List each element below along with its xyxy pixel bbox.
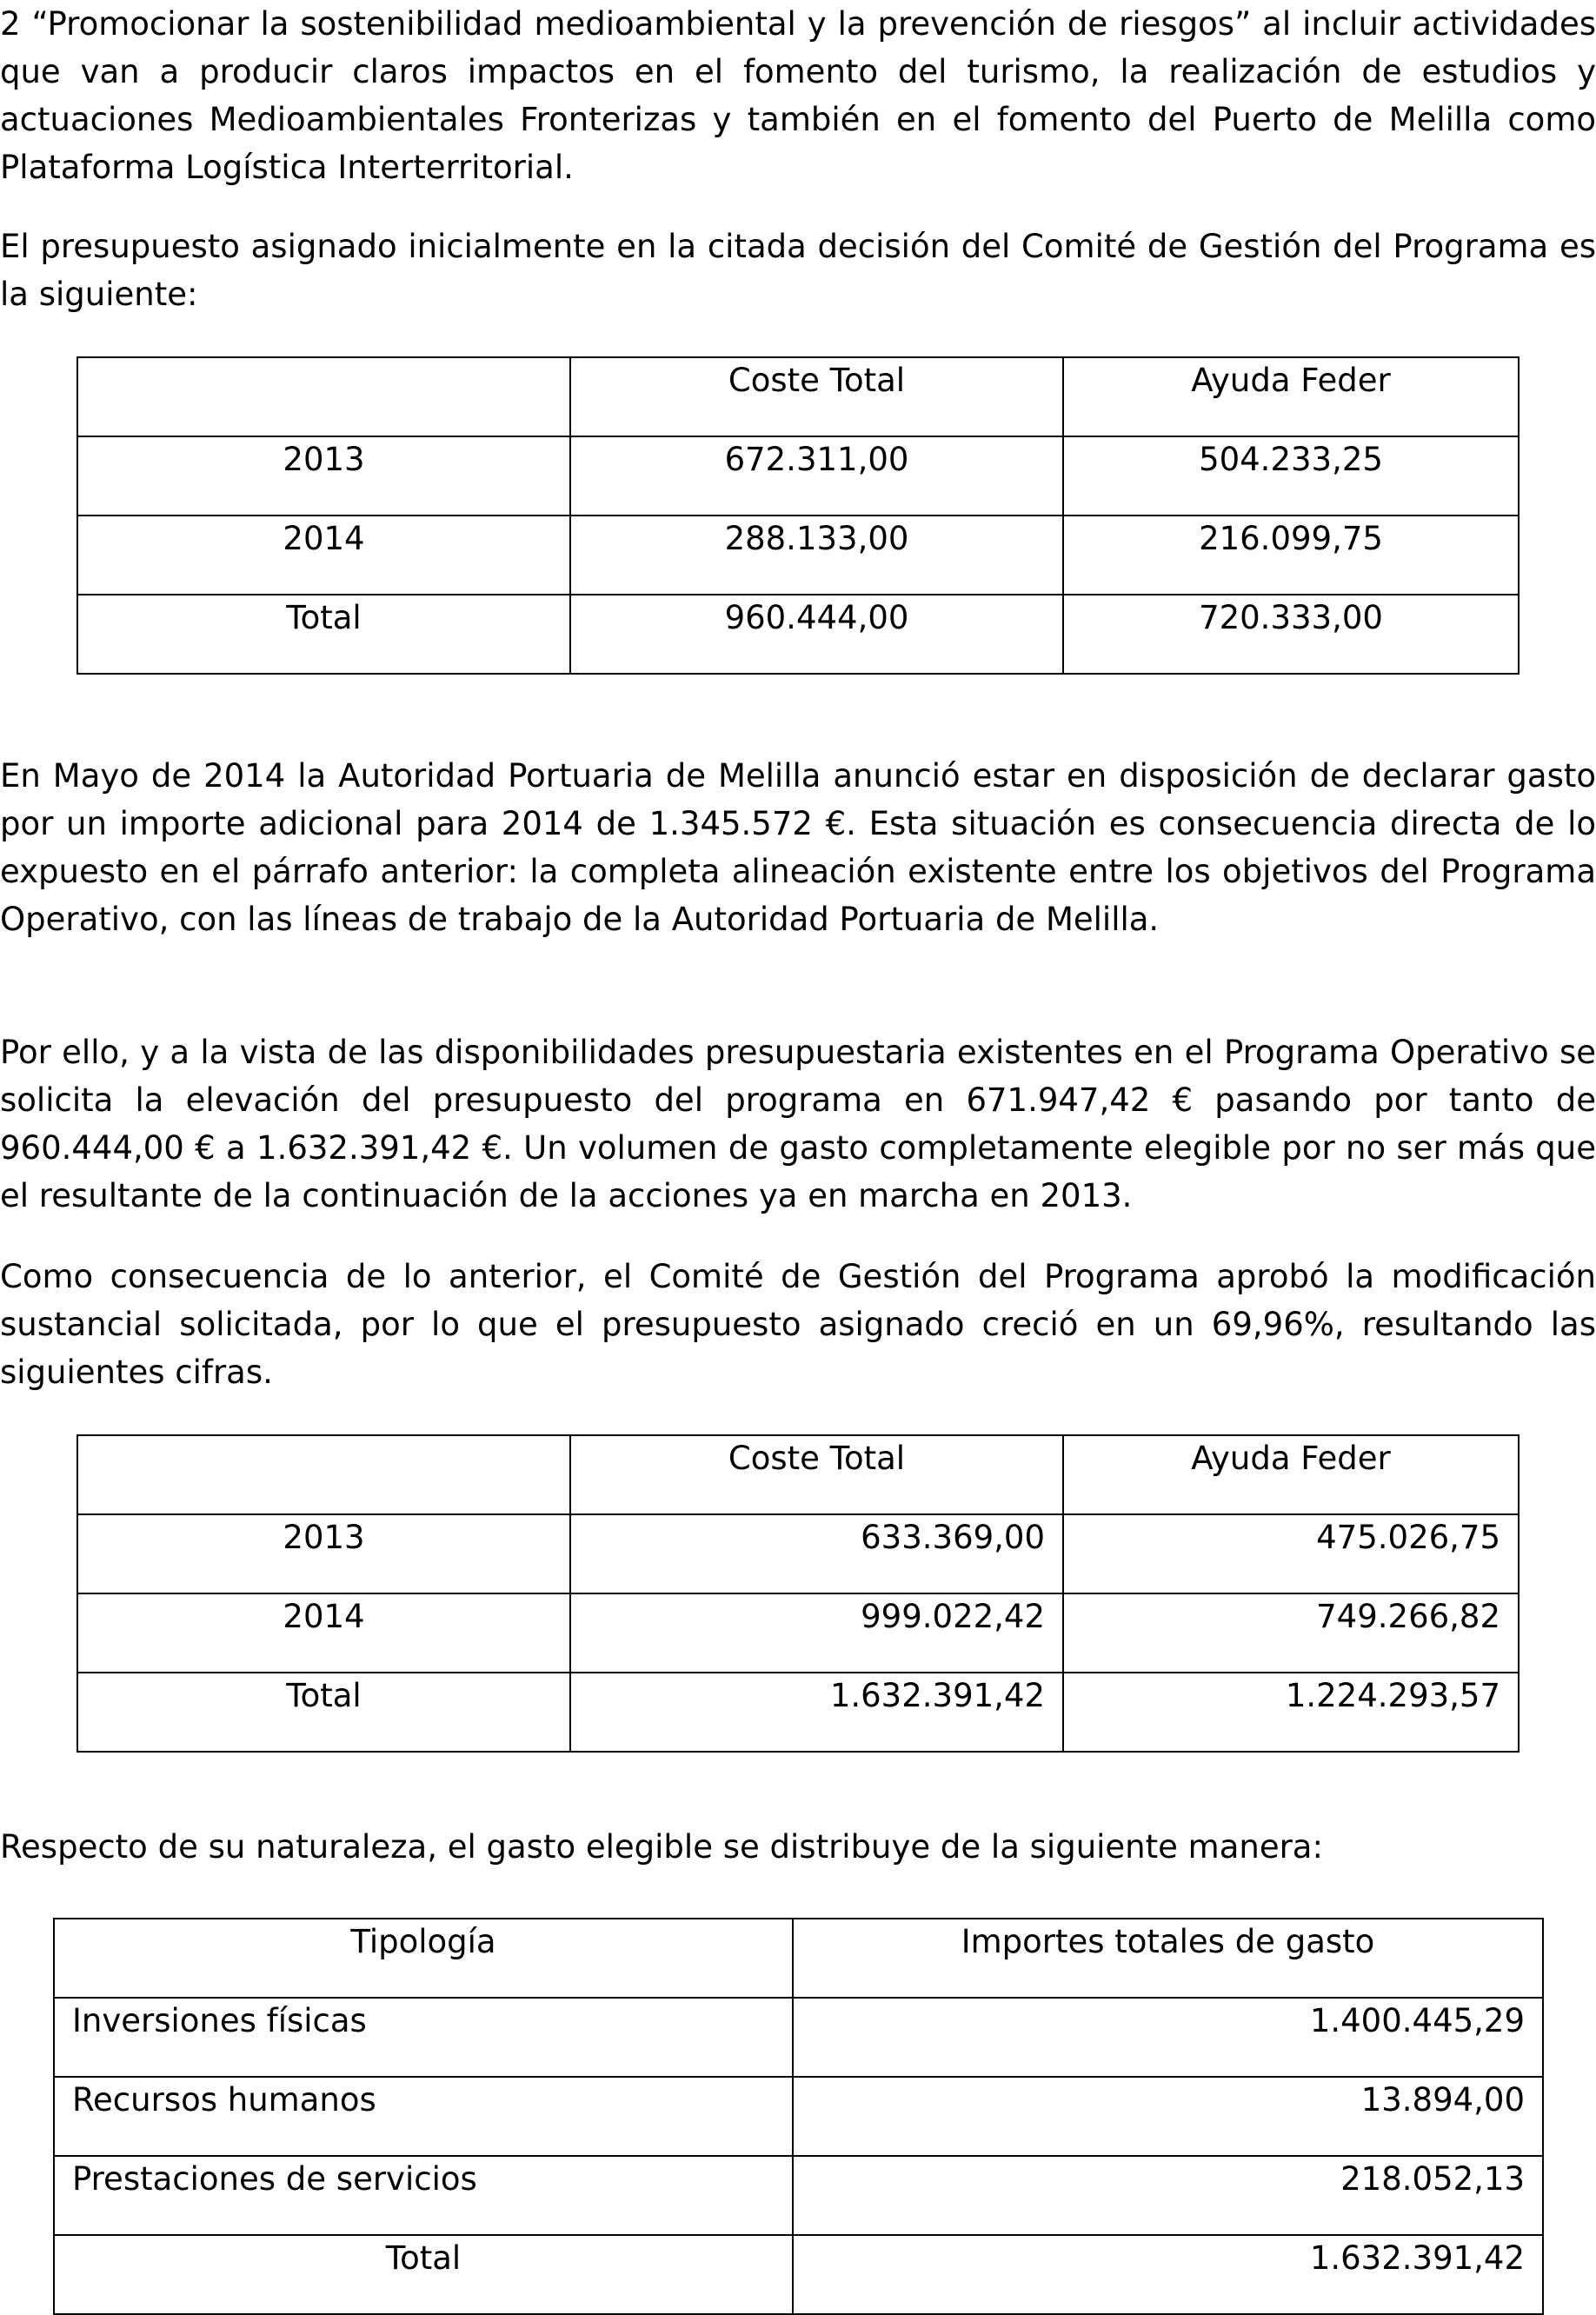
table-header-cell (77, 357, 570, 436)
typology-cell: Recursos humanos (54, 2077, 793, 2156)
table-header-cell: Tipología (54, 1919, 793, 1998)
total-cost-cell: 672.311,00 (570, 436, 1063, 516)
table-row (54, 2077, 1543, 2156)
typology-cell: Inversiones físicas (54, 1998, 793, 2077)
feder-aid-cell: 475.026,75 (1063, 1514, 1519, 1593)
table-header-row (77, 357, 1519, 436)
feder-aid-cell: 504.233,25 (1063, 436, 1519, 516)
table-row (54, 1998, 1543, 2077)
year-cell: 2013 (77, 1514, 570, 1593)
amount-cell: 13.894,00 (793, 2077, 1543, 2156)
table-header-row (54, 1919, 1543, 1998)
feder-aid-cell: 749.266,82 (1063, 1593, 1519, 1673)
table-header-cell: Importes totales de gasto (793, 1919, 1543, 1998)
table-header-cell: Coste Total (570, 357, 1063, 436)
amount-cell: 1.400.445,29 (793, 1998, 1543, 2077)
paragraph-may-2014: En Mayo de 2014 la Autoridad Portuaria de Melilla anunció estar en disposición de declarar gasto por un importe adicional para 2014 de 1.345.572 €. Esta situación es consecuencia directa de lo expuesto en el párrafo anterior: la completa alineación existente entre los objetivos del Programa Operativo, con las líneas de trabajo de la Autoridad Portuaria de Melilla. (0, 757, 1596, 938)
feder-aid-cell: 720.333,00 (1063, 595, 1519, 674)
total-cost-cell: 633.369,00 (570, 1514, 1063, 1593)
table-row (77, 1514, 1519, 1593)
total-cost-cell: 1.632.391,42 (570, 1673, 1063, 1752)
paragraph-objective-2: 2 “Promocionar la sostenibilidad medioambiental y la prevención de riesgos” al incluir actividades que van a producir claros impactos en el fomento del turismo, la realización de estudios y actuaciones Medioambientales Fronterizas y también en el fomento del Puerto de Melilla como Plataforma Logística Interterritorial. (0, 5, 1596, 186)
table-row (54, 2235, 1543, 2314)
table-row (54, 2156, 1543, 2235)
typology-cell: Prestaciones de servicios (54, 2156, 793, 2235)
expense-typology-table (53, 1918, 1544, 2315)
table-header-row (77, 1435, 1519, 1514)
total-cost-cell: 960.444,00 (570, 595, 1063, 674)
amount-cell: 218.052,13 (793, 2156, 1543, 2235)
year-cell: 2013 (77, 436, 570, 516)
modified-budget-table (76, 1434, 1520, 1753)
paragraph-budget-increase-request: Por ello, y a la vista de las disponibilidades presupuestaria existentes en el Programa Operativo se solicita la elevación del presupuesto del programa en 671.947,42 € pasando por tanto de 960.444,00 € a 1.632.391,42 €. Un volumen de gasto completamente elegible por no ser más que el resultante de la continuación de la acciones ya en marcha en 2013. (0, 1034, 1596, 1214)
year-cell: Total (77, 1673, 570, 1752)
paragraph-committee-approval: Como consecuencia de lo anterior, el Comité de Gestión del Programa aprobó la modificación sustancial solicitada, por lo que el presupuesto asignado creció en un 69,96%, resultando las siguientes cifras. (0, 1258, 1596, 1391)
initial-budget-table (76, 356, 1520, 675)
year-cell: Total (77, 595, 570, 674)
year-cell: 2014 (77, 516, 570, 595)
table-header-cell: Ayuda Feder (1063, 1435, 1519, 1514)
table-header-cell (77, 1435, 570, 1514)
table-row (77, 1593, 1519, 1673)
table-header-cell: Coste Total (570, 1435, 1063, 1514)
table-row (77, 436, 1519, 516)
table-row (77, 1673, 1519, 1752)
paragraph-initial-budget-intro: El presupuesto asignado inicialmente en la citada decisión del Comité de Gestión del Programa es la siguiente: (0, 228, 1596, 313)
table-header-cell: Ayuda Feder (1063, 357, 1519, 436)
total-cost-cell: 999.022,42 (570, 1593, 1063, 1673)
paragraph-expense-nature-intro: Respecto de su naturaleza, el gasto elegible se distribuye de la siguiente manera: (0, 1828, 1323, 1866)
typology-total-cell: Total (54, 2235, 793, 2314)
year-cell: 2014 (77, 1593, 570, 1673)
table-row (77, 595, 1519, 674)
feder-aid-cell: 1.224.293,57 (1063, 1673, 1519, 1752)
feder-aid-cell: 216.099,75 (1063, 516, 1519, 595)
amount-cell: 1.632.391,42 (793, 2235, 1543, 2314)
total-cost-cell: 288.133,00 (570, 516, 1063, 595)
table-row (77, 516, 1519, 595)
